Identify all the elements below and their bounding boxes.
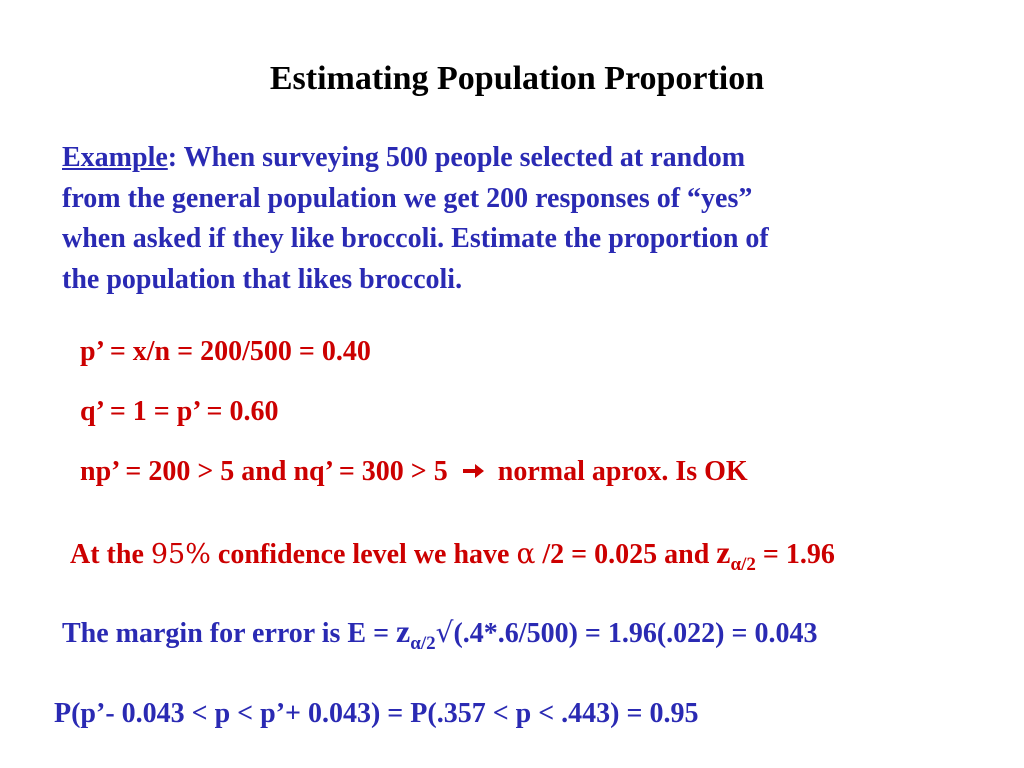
margin-z-symbol: z [396,613,411,649]
example-paragraph [62,138,952,300]
example-line-1 [62,138,952,179]
np-conclusion: normal aprox. Is OK [497,456,748,487]
example-text-1: : When surveying 500 people selected at random [167,142,746,173]
slide-title: Estimating Population Proportion [269,60,765,97]
normal-approx-line [80,456,748,489]
z-subscript: α/2 [730,554,756,575]
example-line-4: the population that likes broccoli. [62,263,463,295]
margin-pre: The margin for error is E = [62,618,397,649]
right-arrow-icon [461,457,485,489]
example-line-3: when asked if they like broccoli. Estimate the proportion of [62,223,769,254]
confidence-half: /2 = 0.025 and [535,539,717,570]
z-symbol: z [716,534,731,570]
p-estimate-line: p’ = x/n = 200/500 = 0.40 [80,336,371,367]
example-label: Example [62,142,168,173]
np-condition: np’ = 200 > 5 and nq’ = 300 > 5 [80,456,448,487]
alpha-symbol: α [516,537,536,570]
margin-of-error-line [62,613,818,654]
example-line-2: from the general population we get 200 responses of “yes” [62,182,753,214]
z-value: = 1.96 [755,539,835,570]
q-estimate-line: q’ = 1 = p’ = 0.60 [80,396,279,427]
sqrt-symbol: √ [435,616,454,649]
confidence-mid: confidence level we have [210,539,517,570]
probability-interval-line: P(p’- 0.043 < p < p’+ 0.043) = P(.357 < p < .443) = 0.95 [54,698,699,729]
confidence-percent: 95% [150,539,211,570]
margin-post: (.4*.6/500) = 1.96(.022) = 0.043 [453,618,818,649]
confidence-pre: At the [70,539,151,570]
confidence-level-line [70,534,835,575]
margin-z-subscript: α/2 [410,633,436,654]
